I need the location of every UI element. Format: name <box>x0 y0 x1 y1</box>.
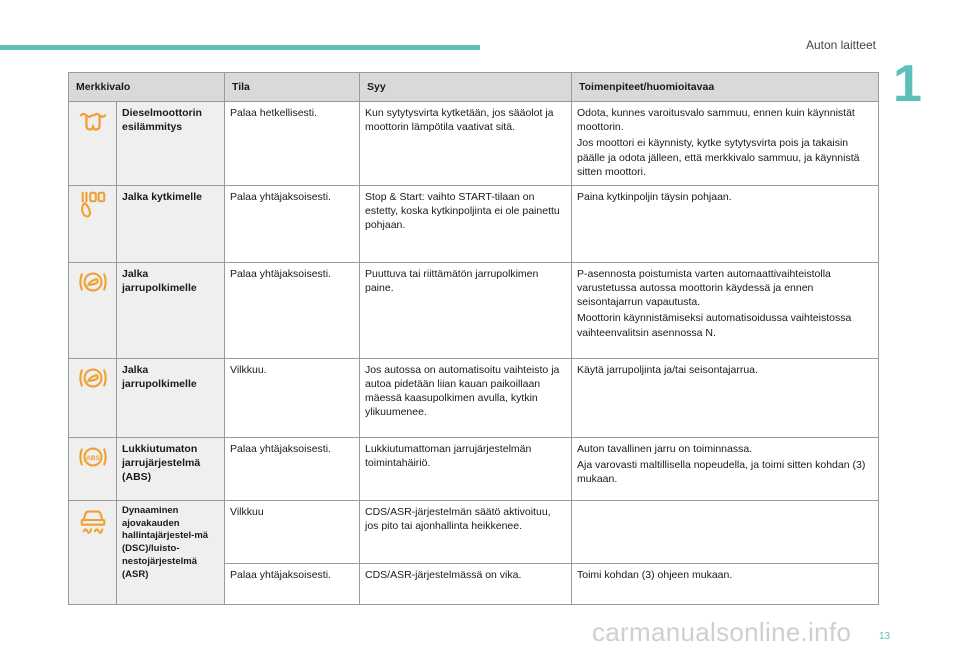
light-state: Vilkkuu <box>225 500 360 563</box>
light-cause: Kun sytytysvirta kytketään, jos sääolot ja moottorin lämpötila vaativat sitä. <box>360 102 572 186</box>
table-row <box>69 102 879 186</box>
column-header-state: Tila <box>225 73 360 102</box>
action-line: Moottorin käynnistämiseksi automatisoidussa vaihteistossa vaihteenvalitsin asennossa N. <box>577 312 852 339</box>
light-state: Palaa yhtäjaksoisesti. <box>225 563 360 604</box>
light-action <box>572 437 879 500</box>
header-accent-bar <box>0 45 480 50</box>
page-number: 13 <box>879 631 891 642</box>
light-state: Vilkkuu. <box>225 358 360 437</box>
glow-plug-icon <box>78 127 108 139</box>
icon-cell <box>69 437 117 500</box>
light-state: Palaa yhtäjaksoisesti. <box>225 437 360 500</box>
foot-on-clutch-icon <box>78 211 108 223</box>
light-action <box>572 500 879 563</box>
light-state: Palaa hetkellisesti. <box>225 102 360 186</box>
action-line: Odota, kunnes varoitusvalo sammuu, ennen kuin käynnistät moottorin. <box>577 107 855 134</box>
light-action <box>572 102 879 186</box>
light-action <box>572 185 879 262</box>
icon-cell <box>69 500 117 604</box>
light-state: Palaa yhtäjaksoisesti. <box>225 185 360 262</box>
column-header-light: Merkkivalo <box>69 73 225 102</box>
light-cause: Puuttuva tai riittämätön jarrupolkimen paine. <box>360 262 572 358</box>
skidding-car-icon <box>78 526 108 538</box>
action-line: Aja varovasti maltillisella nopeudella, ja toimi sitten kohdan (3) mukaan. <box>577 459 866 486</box>
table-row <box>69 358 879 437</box>
watermark: carmanualsonline.info <box>592 617 852 647</box>
light-cause: Stop & Start: vaihto START-tilaan on estetty, koska kytkinpoljinta ei ole painettu pohjaan. <box>360 185 572 262</box>
icon-cell <box>69 102 117 186</box>
action-line: Käytä jarrupoljinta ja/tai seisontajarrua. <box>577 363 758 376</box>
icon-cell <box>69 262 117 358</box>
action-line: P-asennosta poistumista varten automaattivaihteistolla varustetussa autossa moottorin käydessä ja ennen seisontajarrun vapautusta. <box>577 267 831 309</box>
light-name: Jalka kytkimelle <box>117 185 225 262</box>
light-name: Dynaaminen ajovakauden hallintajärjestel-mä (DSC)/luisto-nestojärjestelmä (ASR) <box>117 500 225 604</box>
light-name: Jalka jarrupolkimelle <box>117 262 225 358</box>
chapter-number: 1 <box>893 55 922 113</box>
column-header-action: Toimenpiteet/huomioitavaa <box>572 73 879 102</box>
table-row <box>69 437 879 500</box>
svg-text:ABS: ABS <box>85 454 100 462</box>
table-row <box>69 500 879 563</box>
column-header-cause: Syy <box>360 73 572 102</box>
section-title: Auton laitteet <box>805 38 876 52</box>
light-cause: Jos autossa on automatisoitu vaihteisto ja autoa pidetään liian kauan paikoillaan mäessä kaasupolkimen avulla, kytkin ylikuumenee. <box>360 358 572 437</box>
light-name: Dieselmoottorin esilämmitys <box>117 102 225 186</box>
foot-on-brake-icon <box>78 288 108 300</box>
light-action <box>572 563 879 604</box>
light-cause: Lukkiutumattoman jarrujärjestelmän toimintahäiriö. <box>360 437 572 500</box>
action-line: Toimi kohdan (3) ohjeen mukaan. <box>577 568 733 581</box>
action-line: Auton tavallinen jarru on toiminnassa. <box>577 442 753 455</box>
light-name: Jalka jarrupolkimelle <box>117 358 225 437</box>
warning-lights-table <box>68 72 879 605</box>
action-line: Paina kytkinpoljin täysin pohjaan. <box>577 190 732 203</box>
light-action <box>572 262 879 358</box>
table-row <box>69 185 879 262</box>
light-cause: CDS/ASR-järjestelmän säätö aktivoituu, jos pito tai ajonhallinta heikkenee. <box>360 500 572 563</box>
foot-on-brake-icon <box>78 384 108 396</box>
light-cause: CDS/ASR-järjestelmässä on vika. <box>360 563 572 604</box>
light-action <box>572 358 879 437</box>
icon-cell <box>69 358 117 437</box>
table-row <box>69 262 879 358</box>
abs-icon <box>78 454 108 475</box>
action-line: Jos moottori ei käynnisty, kytke sytytysvirta pois ja takaisin päälle ja odota jälleen, että merkkivalo sammuu, ja käynnistä sitten moottori. <box>577 137 860 178</box>
table-header-row <box>69 73 879 102</box>
light-name: Lukkiutumaton jarrujärjestelmä (ABS) <box>117 437 225 500</box>
icon-cell <box>69 185 117 262</box>
light-state: Palaa yhtäjaksoisesti. <box>225 262 360 358</box>
